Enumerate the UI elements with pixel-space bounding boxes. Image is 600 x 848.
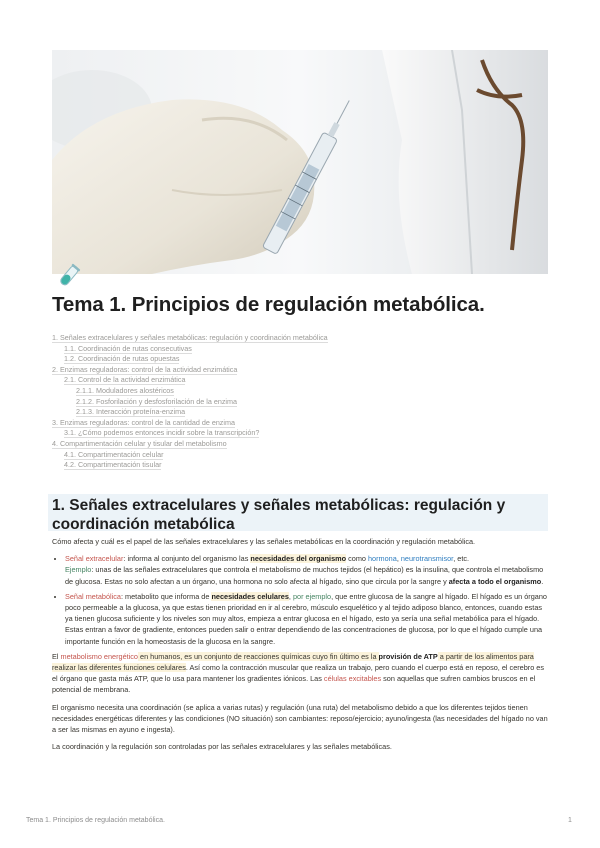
toc-link[interactable] [52,386,548,397]
example-label: por ejemplo [292,591,332,601]
footer-title: Tema 1. Principios de regulación metabólica. [26,817,165,824]
signal-list [52,553,548,647]
toc-link[interactable] [52,375,548,386]
toc-link[interactable] [52,460,548,471]
cover-photo-illustration [52,50,548,274]
toc-link-label: 2.1.3. Interacción proteína-enzima [76,407,186,417]
text: . Así como la contracción muscular que realiza un trabajo, pero cuando el cuerpo está en reposo, el cerebro es el órgano que gasta más ATP, que lo usa para mantener los gradientes iónicos. Las [52,663,545,684]
intro-paragraph: Cómo afecta y cuál es el papel de las señales extracelulares y las señales metabólicas en la coordinación y regulación metabólica. [52,537,476,546]
toc-link[interactable] [52,365,548,376]
toc-link[interactable] [52,397,548,408]
text: , [396,554,401,564]
toc-link-label: 2. Enzimas reguladoras: control de la actividad enzimática [52,364,238,374]
page-title: Tema 1. Principios de regulación metabólica. [52,293,485,316]
text: , etc. [453,554,470,564]
highlighted-text: en humanos, es un conjunto de reacciones químicas cuyo fin último es la [138,651,379,661]
bold-text: afecta a todo el organismo [448,576,542,586]
toc-link-label: 3.1. ¿Cómo podemos entonces incidir sobre la transcripción? [64,428,260,438]
toc-link-label: 2.1.2. Fosforilación y desfosforilación de la enzima [76,396,238,406]
text: , [288,591,293,601]
toc-link-label: 4. Compartimentación celular y tisular del metabolismo [52,438,227,448]
highlighted-text: a partir de los alimentos para realizar las diferentes funciones celulares [52,651,534,673]
test-tube-icon [54,263,82,291]
text: : informa al conjunto del organismo las [123,554,251,564]
toc-link[interactable] [52,428,548,439]
text: como [346,554,368,564]
list-item-metabolic [65,591,548,647]
term-energy-metabolism: metabolismo energético [60,651,138,661]
text: . [541,576,544,586]
term-extracellular-signal: Señal extracelular [65,554,124,564]
text: : metabolito que informa de [120,591,212,601]
term-excitable-cells: células excitables [323,674,382,684]
bold-text: necesidades celulares [211,591,289,601]
section-body [52,536,548,758]
toc-link[interactable] [52,439,548,450]
example-label: Ejemplo [65,565,92,575]
list-item-extracellular [65,553,548,587]
toc-link[interactable] [52,344,548,355]
text: El [52,651,61,661]
toc-link-label: 3. Enzimas reguladoras: control de la cantidad de enzima [52,417,235,427]
page-number: 1 [568,817,572,824]
bold-text: necesidades del organismo [250,554,347,564]
toc-link[interactable] [52,354,548,365]
toc-link[interactable] [52,333,548,344]
bold-text: provisión de ATP [378,651,438,661]
toc-link-label: 1. Señales extracelulares y señales metabólicas: regulación y coordinación metabólica [52,333,328,342]
table-of-contents [52,333,548,471]
control-paragraph: La coordinación y la regulación son controladas por las señales extracelulares y las señales metabólicas. [52,742,392,752]
text: : unas de las señales extracelulares que controla el metabolismo de muchos tejidos (el hepático) es la insulina, que controla el metabolismo de glucosa. Estas no solo afectan a un órgano, una hormona no solo afecta al hígado, sino que circula por la sangre y [65,565,544,586]
term-metabolic-signal: Señal metabólica [65,591,121,601]
cover-image [52,50,548,274]
toc-link-label: 4.1. Compartimentación celular [64,449,164,459]
toc-link-label: 2.1.1. Moduladores alostéricos [76,385,174,395]
toc-link[interactable] [52,407,548,418]
coordination-paragraph: El organismo necesita una coordinación (se aplica a varias rutas) y regulación (una ruta) del metabolismo debido a que los diferentes tejidos tienen necesidades energéticas diferentes y las condiciones (NO situación) son cambiantes: reposo/ejercicio; ayuno/ingesta (las necesidades del hígado no van a ser las mismas en ayuno e ingesta). [52,702,548,735]
text: , que entre glucosa de la sangre al hígado. El hígado es un órgano poco permeable a la glucosa, ya que estas tienen prioridad en ir al cerebro, músculo esquelético y al tejido adiposo blanco, entonces, cuando estas ya tienen glucosa suficiente y los niveles son muy altos, empieza a entrar glucosa en el hígado, esto ya sería una señal metabólica para el hígado. Estas entran a favor de gradiente, entonces pueden salir o entrar dependiendo de las concentraciones de glucosa, por lo que el hígado cumple una importante función en la homeostasis de la glucosa en la sangre. [65,591,547,646]
toc-link-label: 2.1. Control de la actividad enzimática [64,375,186,385]
toc-link[interactable] [52,450,548,461]
section-heading: 1. Señales extracelulares y señales metabólicas: regulación y coordinación metabólica [52,497,506,533]
term-neurotransmitter: neurotransmisor [400,554,454,564]
toc-link[interactable] [52,418,548,429]
term-hormone: hormona [368,554,397,564]
toc-link-label: 4.2. Compartimentación tisular [64,460,162,470]
toc-link-label: 1.1. Coordinación de rutas consecutivas [64,343,192,353]
section-heading-block [48,494,548,531]
energy-metabolism-paragraph [52,651,548,696]
toc-link-label: 1.2. Coordinación de rutas opuestas [64,354,180,364]
text: son aquellas que sufren cambios bruscos en el potencial de membrana. [52,674,536,695]
